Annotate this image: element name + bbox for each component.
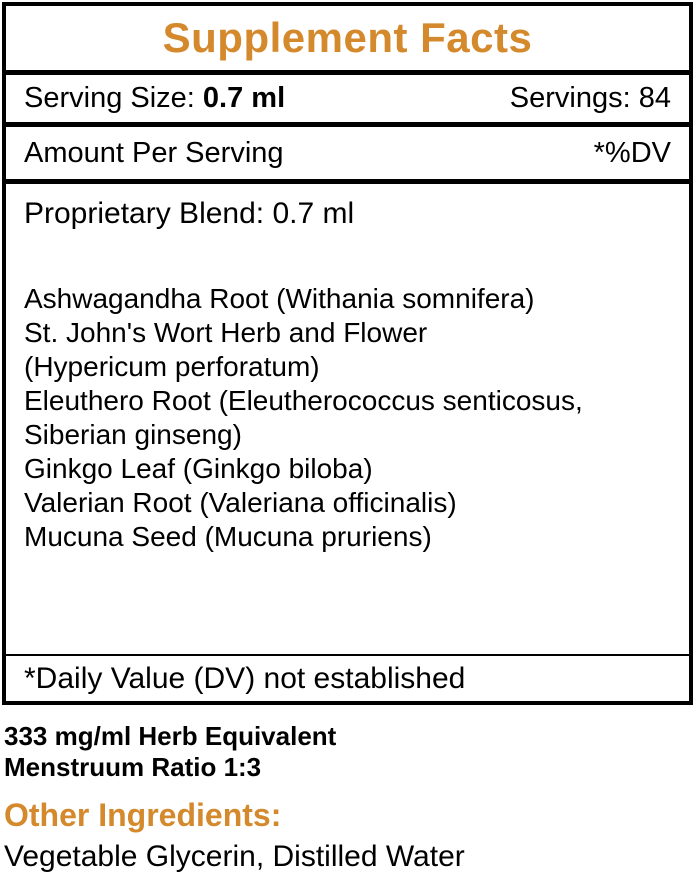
blend-ingredient-line: Eleuthero Root (Eleutherococcus senticosus, — [24, 385, 583, 416]
daily-value-note-row — [6, 656, 689, 701]
blend-ingredient-list — [24, 282, 671, 654]
blend-ingredient-line: (Hypericum perforatum) — [24, 351, 320, 382]
proprietary-blend-section — [6, 184, 689, 654]
serving-size-value: 0.7 ml — [202, 82, 286, 114]
blend-ingredient-line: St. John's Wort Herb and Flower — [24, 317, 428, 348]
daily-value-note: *Daily Value (DV) not established — [24, 661, 466, 695]
panel-title: Supplement Facts — [162, 14, 533, 61]
label-footer — [0, 705, 696, 874]
blend-ingredient-line: Valerian Root (Valeriana officinalis) — [24, 487, 457, 518]
amount-per-serving-row — [6, 127, 689, 179]
supplement-facts-panel — [2, 2, 693, 705]
herb-equivalent-line: 333 mg/ml Herb Equivalent — [4, 721, 337, 751]
panel-title-section — [6, 6, 689, 70]
blend-ingredient-line: Siberian ginseng) — [24, 419, 242, 450]
blend-ingredient-line: Ashwagandha Root (Withania somnifera) — [24, 283, 535, 314]
menstruum-ratio-line: Menstruum Ratio 1:3 — [4, 752, 262, 782]
blend-ingredient-line: Mucuna Seed (Mucuna pruriens) — [24, 521, 432, 552]
serving-size-row — [6, 75, 689, 122]
amount-per-serving-label: Amount Per Serving — [24, 136, 284, 169]
serving-size-label: Serving Size: — [24, 82, 195, 114]
servings-count: Servings: 84 — [509, 82, 671, 114]
proprietary-blend-title: Proprietary Blend: 0.7 ml — [24, 197, 355, 230]
other-ingredients-heading: Other Ingredients: — [4, 797, 282, 833]
dv-column-label: *%DV — [593, 136, 671, 169]
serving-size-text — [24, 82, 285, 115]
blend-ingredient-line: Ginkgo Leaf (Ginkgo biloba) — [24, 453, 373, 484]
other-ingredients-value: Vegetable Glycerin, Distilled Water — [4, 840, 465, 873]
